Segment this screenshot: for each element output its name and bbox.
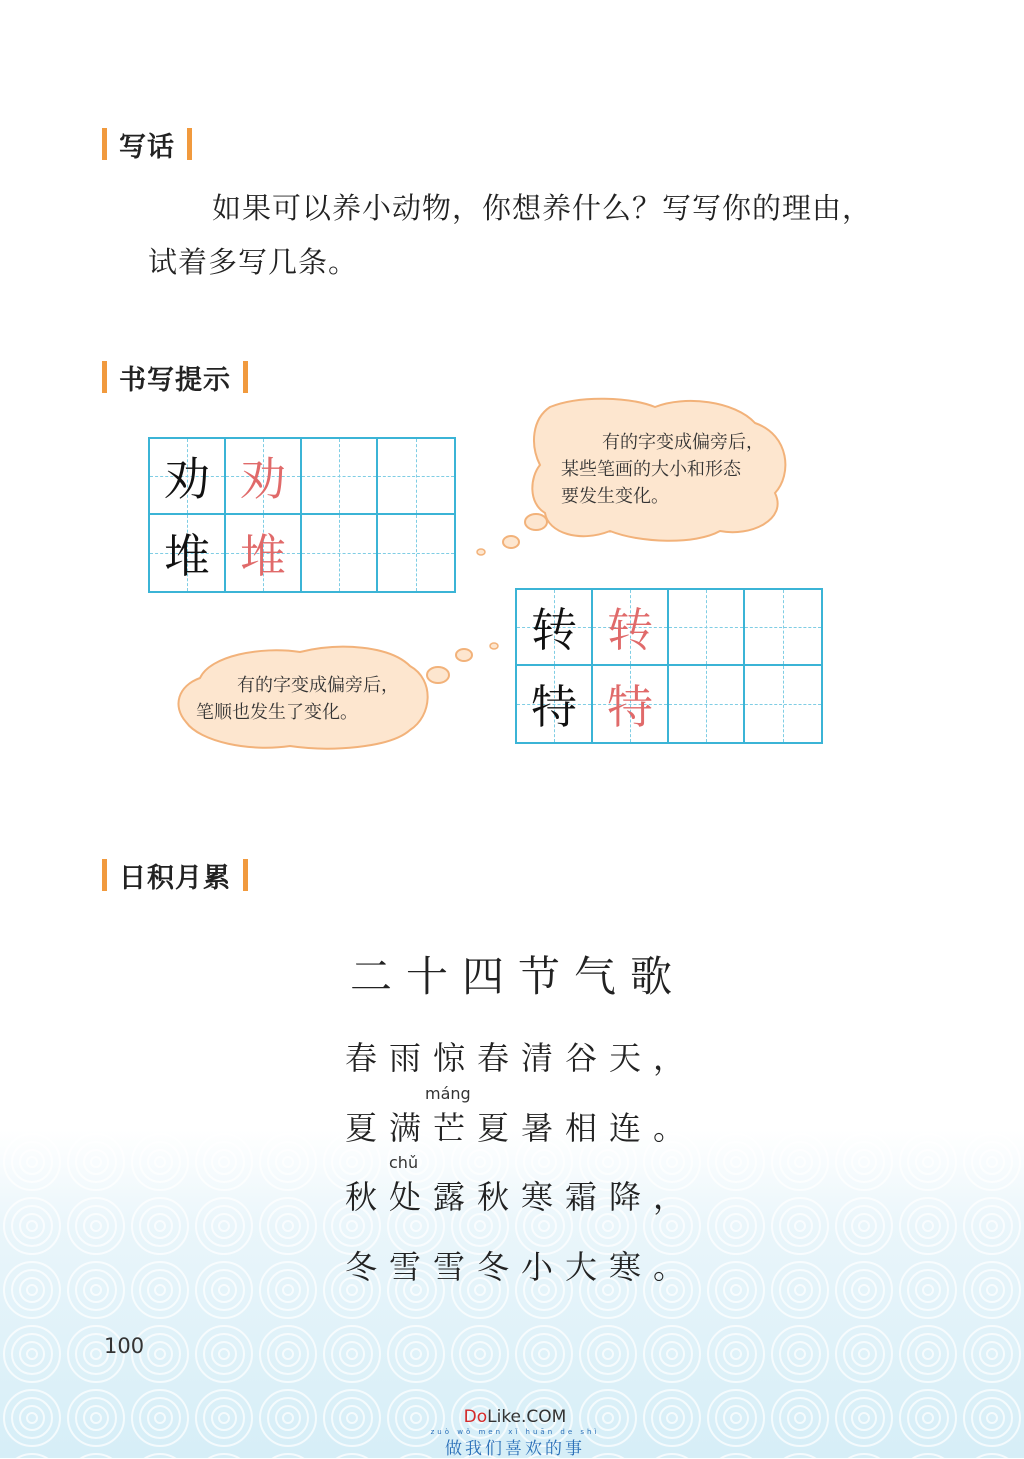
bubble-2-line-1: 有的字变成偏旁后， <box>237 675 399 696</box>
poem-title: 二十四节气歌 <box>350 952 687 1001</box>
section-title-text: 书写提示 <box>119 364 231 396</box>
poem-line-3: 秋处露秋寒霜降， <box>345 1178 698 1216</box>
section-title-writing <box>102 126 192 162</box>
section-title-text: 写话 <box>119 131 175 163</box>
pinyin-annotation: máng <box>425 1084 471 1103</box>
model-character: 特 <box>531 680 577 734</box>
watermark-logo <box>430 1407 600 1459</box>
writing-grid-1 <box>148 437 456 593</box>
grid-cell <box>150 439 226 515</box>
empty-grid-cell <box>302 515 378 591</box>
brand-like: Like <box>487 1407 522 1427</box>
section-title-hints <box>102 359 248 395</box>
accent-bar <box>187 128 192 160</box>
accent-bar <box>243 859 248 891</box>
bubble-1-line-2: 某些笔画的大小和形态 <box>561 459 741 480</box>
writing-grid-2 <box>515 588 823 744</box>
writing-prompt-line-2: 试着多写几条。 <box>148 245 359 279</box>
watermark-chinese: 做我们喜欢的事 <box>445 1439 585 1459</box>
watermark-brand <box>430 1407 600 1427</box>
grid-cell <box>593 590 669 666</box>
watermark-pinyin: zuò wǒ men xǐ huān de shì <box>430 1428 600 1436</box>
model-character: 堆 <box>164 529 210 583</box>
empty-grid-cell <box>669 666 745 742</box>
highlighted-character: 劝 <box>240 452 286 506</box>
section-title-accumulate <box>102 857 248 893</box>
grid-cell <box>517 590 593 666</box>
empty-grid-cell <box>745 590 821 666</box>
brand-com: .COM <box>521 1407 567 1427</box>
grid-cell <box>226 515 302 591</box>
section-title-text: 日积月累 <box>119 862 231 894</box>
grid-cell <box>150 515 226 591</box>
highlighted-character: 特 <box>607 680 653 734</box>
poem-line-2: 夏满芒夏暑相连。 <box>345 1109 698 1147</box>
empty-grid-cell <box>745 666 821 742</box>
grid-cell <box>517 666 593 742</box>
bubble-1-line-1: 有的字变成偏旁后， <box>602 432 764 453</box>
page-number: 100 <box>104 1334 145 1358</box>
writing-prompt-line-1: 如果可以养小动物，你想养什么？写写你的理由， <box>212 191 873 225</box>
accent-bar <box>243 361 248 393</box>
bubble-2-line-2: 笔顺也发生了变化。 <box>196 702 358 723</box>
empty-grid-cell <box>669 590 745 666</box>
pinyin-annotation: chǔ <box>389 1153 419 1172</box>
empty-grid-cell <box>378 515 454 591</box>
grid-cell <box>593 666 669 742</box>
empty-grid-cell <box>302 439 378 515</box>
highlighted-character: 转 <box>607 603 653 657</box>
highlighted-character: 堆 <box>240 529 286 583</box>
poem-line-1: 春雨惊春清谷天， <box>345 1039 698 1077</box>
grid-cell <box>226 439 302 515</box>
model-character: 转 <box>531 603 577 657</box>
brand-do: Do <box>463 1407 488 1427</box>
poem-line-4: 冬雪雪冬小大寒。 <box>345 1248 698 1286</box>
model-character: 劝 <box>164 452 210 506</box>
empty-grid-cell <box>378 439 454 515</box>
bubble-1-line-3: 要发生变化。 <box>561 486 669 507</box>
